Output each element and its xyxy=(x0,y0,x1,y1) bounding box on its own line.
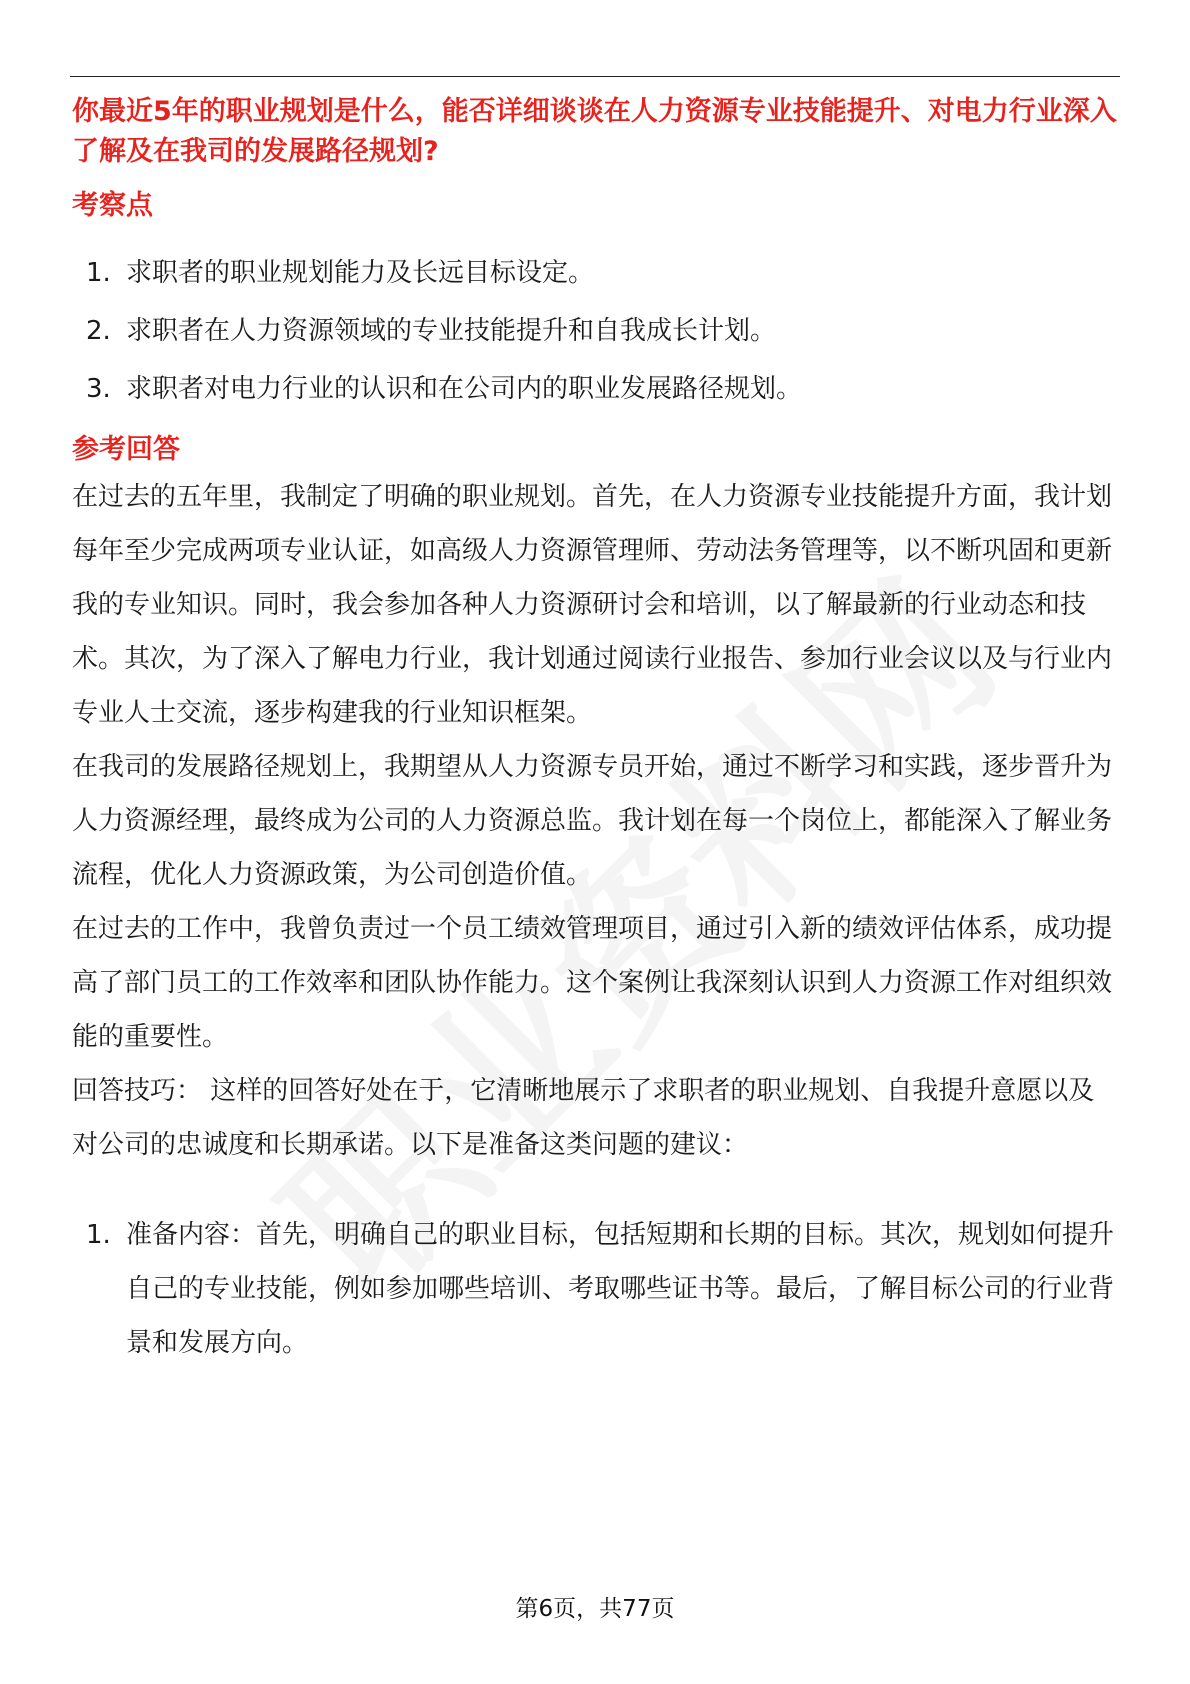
list-text: 求职者在人力资源领域的专业技能提升和自我成长计划。 xyxy=(126,316,777,346)
list-number: 1. xyxy=(86,1220,111,1250)
page-footer: 第6页，共77页 xyxy=(515,1596,675,1622)
list-text: 求职者对电力行业的认识和在公司内的职业发展路径规划。 xyxy=(126,374,803,404)
tips-intro-paragraph: 回答技巧： 这样的回答好处在于，它清晰地展示了求职者的职业规划、自我提升意愿以及对公司的忠诚度和长期承诺。以下是准备这类问题的建议： xyxy=(72,1076,1095,1160)
list-number: 1. xyxy=(86,258,111,288)
answer-paragraph: 在过去的五年里，我制定了明确的职业规划。首先，在人力资源专业技能提升方面，我计划每年至少完成两项专业认证，如高级人力资源管理师、劳动法务管理等，以不断巩固和更新我的专业知识。同时，我会参加各种人力资源研讨会和培训，以了解最新的行业动态和技术。其次，为了深入了解电力行业，我计划通过阅读行业报告、参加行业会议以及与行业内专业人士交流，逐步构建我的行业知识框架。 xyxy=(72,482,1113,728)
header-rule xyxy=(70,76,1120,77)
section-heading-points: 考察点 xyxy=(72,190,153,221)
list-text: 准备内容：首先，明确自己的职业目标，包括短期和长期的目标。其次，规划如何提升自己的专业技能，例如参加哪些培训、考取哪些证书等。最后，了解目标公司的行业背景和发展方向。 xyxy=(126,1220,1115,1358)
list-item xyxy=(72,254,1118,292)
list-item xyxy=(72,1208,1118,1370)
list-item xyxy=(72,312,1118,350)
list-text: 求职者的职业规划能力及长远目标设定。 xyxy=(126,258,595,288)
list-number: 3. xyxy=(86,374,111,404)
list-item xyxy=(72,370,1118,408)
page-content xyxy=(72,92,1118,1370)
answer-paragraph: 在我司的发展路径规划上，我期望从人力资源专员开始，通过不断学习和实践，逐步晋升为人力资源经理，最终成为公司的人力资源总监。我计划在每一个岗位上，都能深入了解业务流程，优化人力资源政策，为公司创造价值。 xyxy=(72,752,1113,890)
tips-list xyxy=(72,1208,1118,1370)
question-title: 你最近5年的职业规划是什么，能否详细谈谈在人力资源专业技能提升、对电力行业深入了解及在我司的发展路径规划? xyxy=(72,96,1117,167)
answer-paragraph: 在过去的工作中，我曾负责过一个员工绩效管理项目，通过引入新的绩效评估体系，成功提高了部门员工的工作效率和团队协作能力。这个案例让我深刻认识到人力资源工作对组织效能的重要性。 xyxy=(72,914,1113,1052)
section-heading-answer: 参考回答 xyxy=(72,434,180,465)
list-number: 2. xyxy=(86,316,111,346)
points-list xyxy=(72,254,1118,408)
